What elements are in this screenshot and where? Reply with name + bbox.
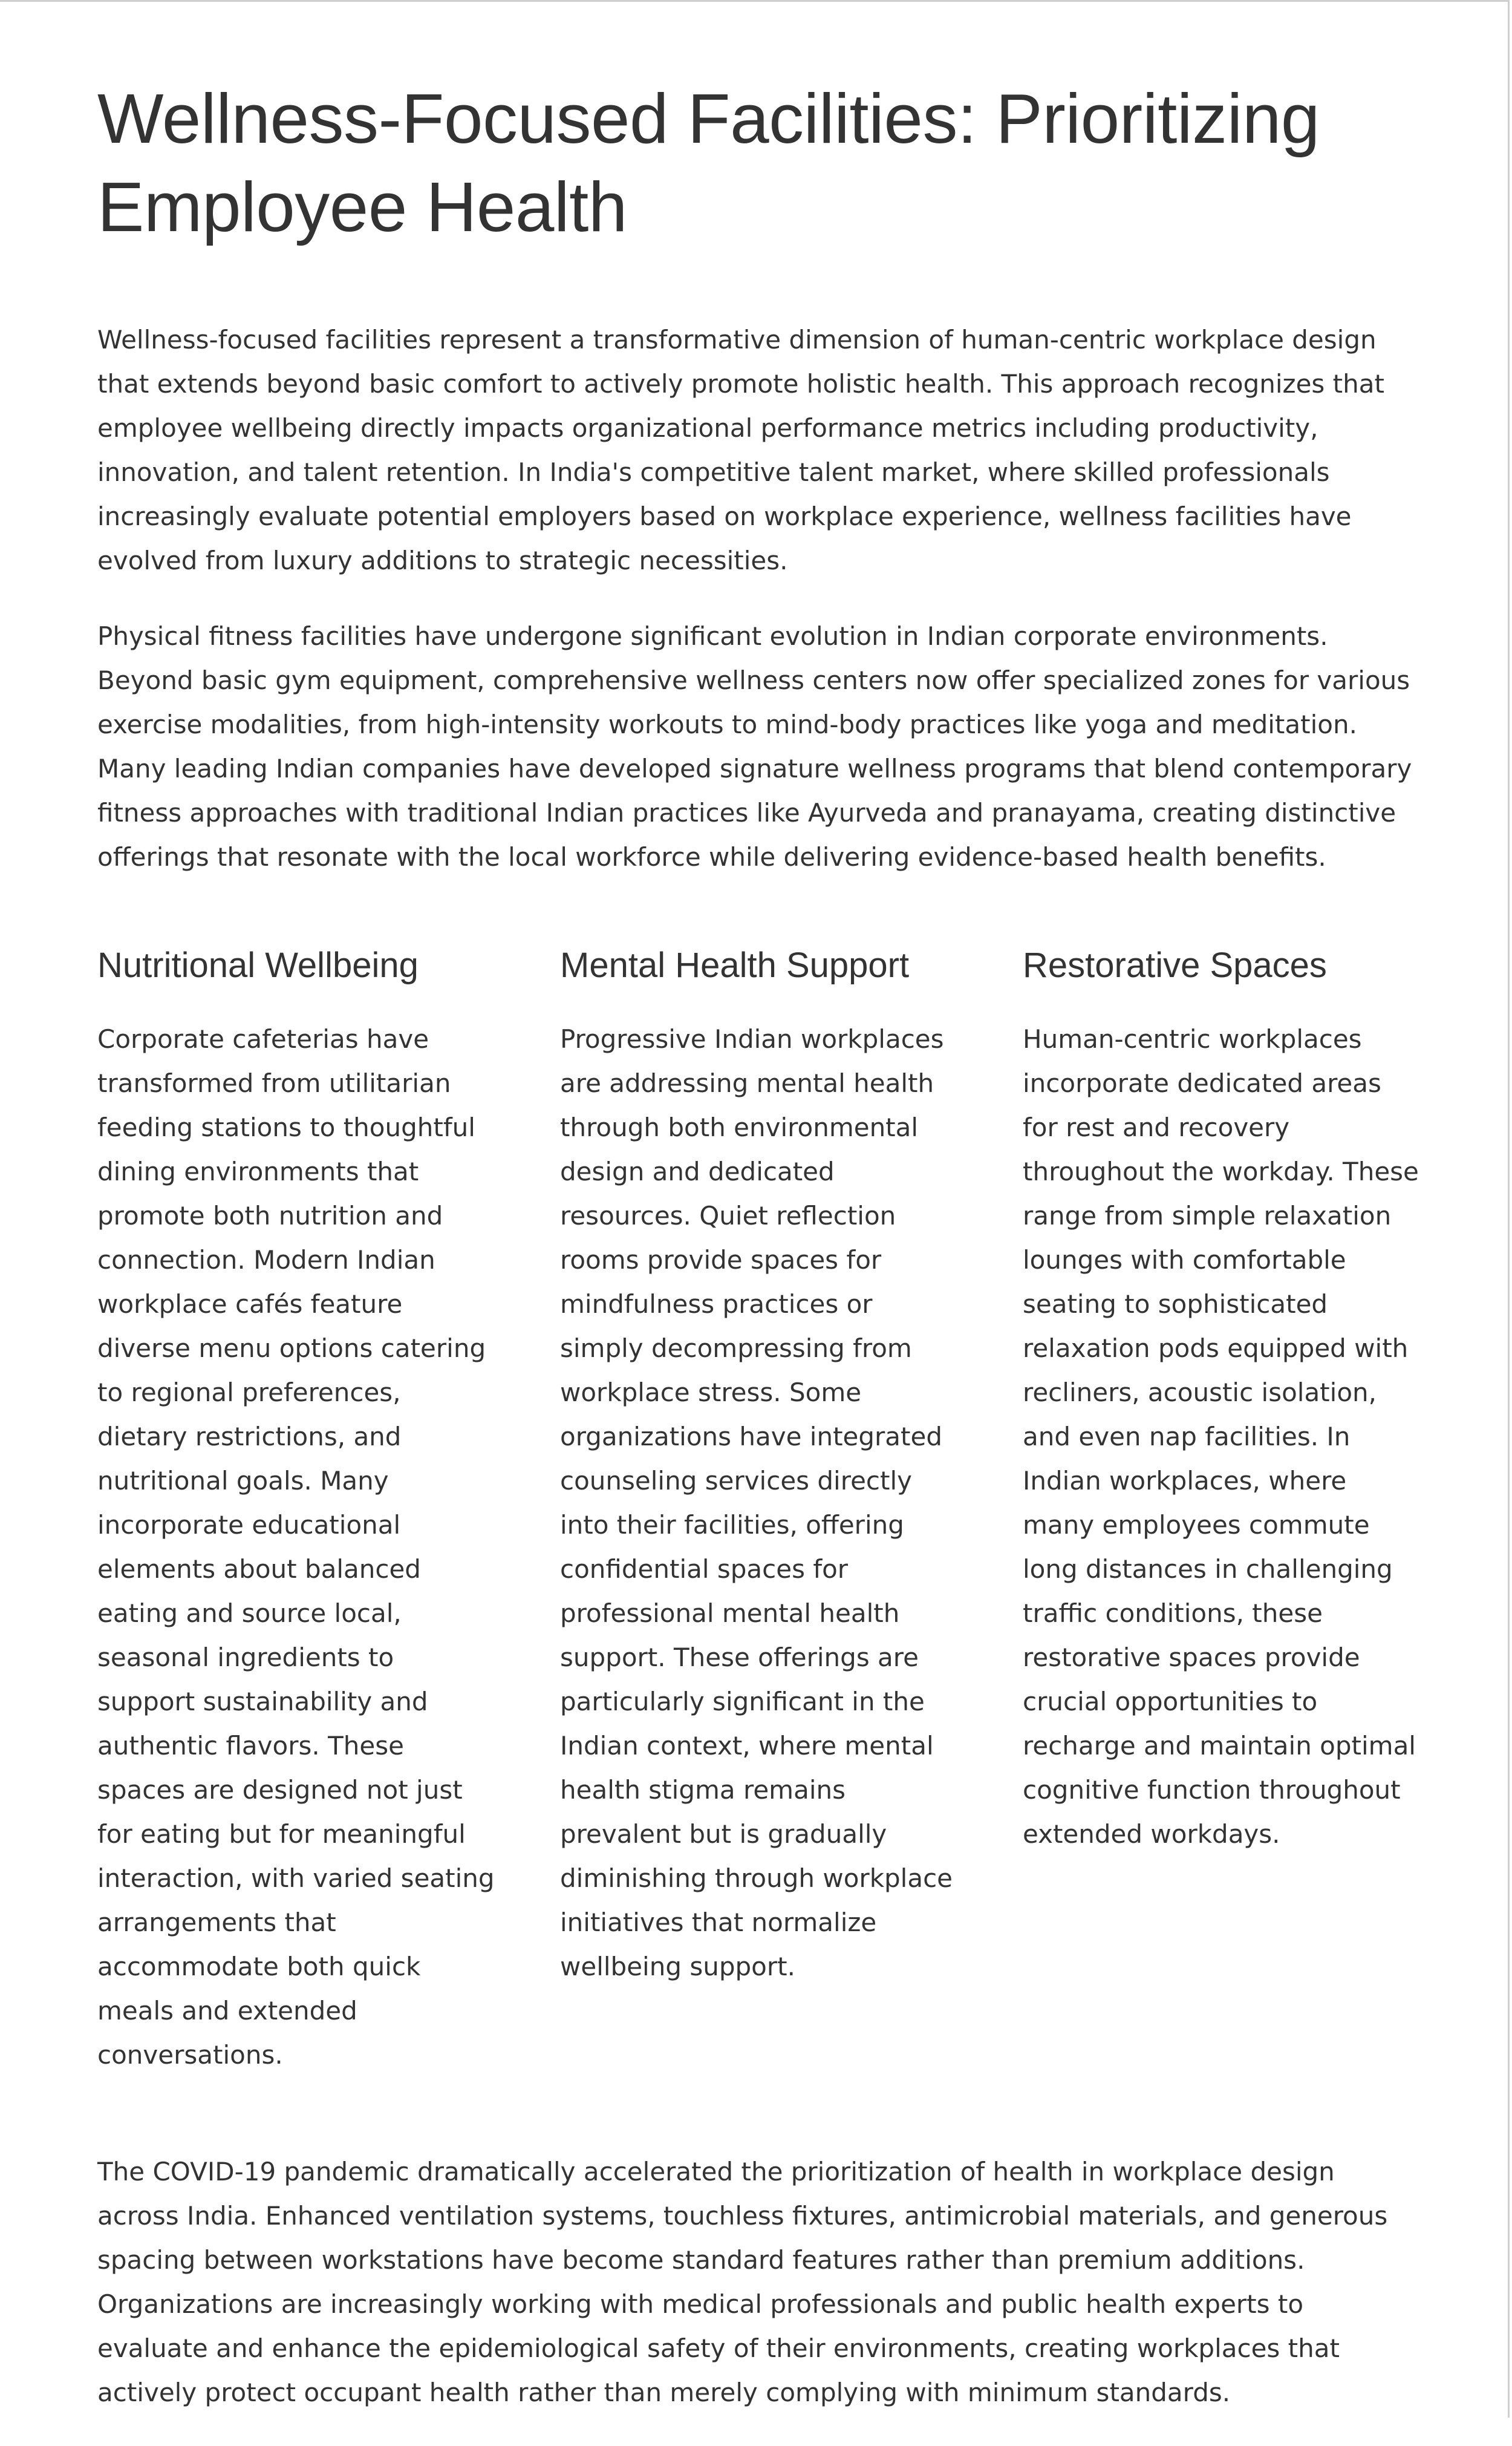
intro-paragraph: Physical fitness facilities have undergone significant evolution in Indian corporate environments. Beyond basic gym equipment, comprehensive wellness centers now offer specialized zones for various exercise modalities, from high-intensity workouts to mind-body practices like yoga and meditation. Many leading Indian companies have developed signature wellness programs that blend contemporary fitness approaches with traditional Indian practices like Ayurveda and pranayama, creating distinctive offerings that resonate with the local workforce while delivering evidence-based health benefits. xyxy=(97,621,1412,872)
column-nutritional-wellbeing xyxy=(97,944,497,2077)
column-restorative-spaces xyxy=(1023,944,1422,2077)
column-heading: Mental Health Support xyxy=(560,946,910,985)
column-body: Human-centric workplaces incorporate dedicated areas for rest and recovery throughout the workday. These range from simple relaxation lounges with comfortable seating to sophisticated relaxation pods equipped with recliners, acoustic isolation, and even nap facilities. In Indian workplaces, where many employees commute long distances in challenging traffic conditions, these restorative spaces provide crucial opportunities to recharge and maintain optimal cognitive function throughout extended workdays. xyxy=(1023,1024,1419,1849)
column-body: Progressive Indian workplaces are addressing mental health through both environmental design and dedicated resources. Quiet reflection rooms provide spaces for mindfulness practices or simply decompressing from workplace stress. Some organizations have integrated counseling services directly into their facilities, offering confidential spaces for professional mental health support. These offerings are particularly significant in the Indian context, where mental health stigma remains prevalent but is gradually diminishing through workplace initiatives that normalize wellbeing support. xyxy=(560,1024,953,1981)
three-column-section xyxy=(97,944,1422,2077)
page-title: Wellness-Focused Facilities: Prioritizing Employee Health xyxy=(97,79,1320,246)
intro-paragraph: Wellness-focused facilities represent a transformative dimension of human-centric workplace design that extends beyond basic comfort to actively promote holistic health. This approach recognizes that employee wellbeing directly impacts organizational performance metrics including productivity, innovation, and talent retention. In India's competitive talent market, where skilled professionals increasingly evaluate potential employers based on workplace experience, wellness facilities have evolved from luxury additions to strategic necessities. xyxy=(97,325,1384,575)
column-mental-health-support xyxy=(560,944,959,2077)
article xyxy=(97,74,1422,2446)
closing-paragraph: The COVID-19 pandemic dramatically accelerated the prioritization of health in workplace design across India. Enhanced ventilation systems, touchless fixtures, antimicrobial materials, and generous spacing between workstations have become standard features rather than premium additions. Organizations are increasingly working with medical professionals and public health experts to evaluate and enhance the epidemiological safety of their environments, creating workplaces that actively protect occupant health rather than merely complying with minimum standards. xyxy=(97,2157,1388,2407)
column-heading: Restorative Spaces xyxy=(1023,946,1327,985)
column-heading: Nutritional Wellbeing xyxy=(97,946,419,985)
column-body: Corporate cafeterias have transformed from utilitarian feeding stations to thoughtful dining environments that promote both nutrition and connection. Modern Indian workplace cafés feature diverse menu options catering to regional preferences, dietary restrictions, and nutritional goals. Many incorporate educational elements about balanced eating and source local, seasonal ingredients to support sustainability and authentic flavors. These spaces are designed not just for eating but for meaningful interaction, with varied seating arrangements that accommodate both quick meals and extended conversations. xyxy=(97,1024,495,2070)
